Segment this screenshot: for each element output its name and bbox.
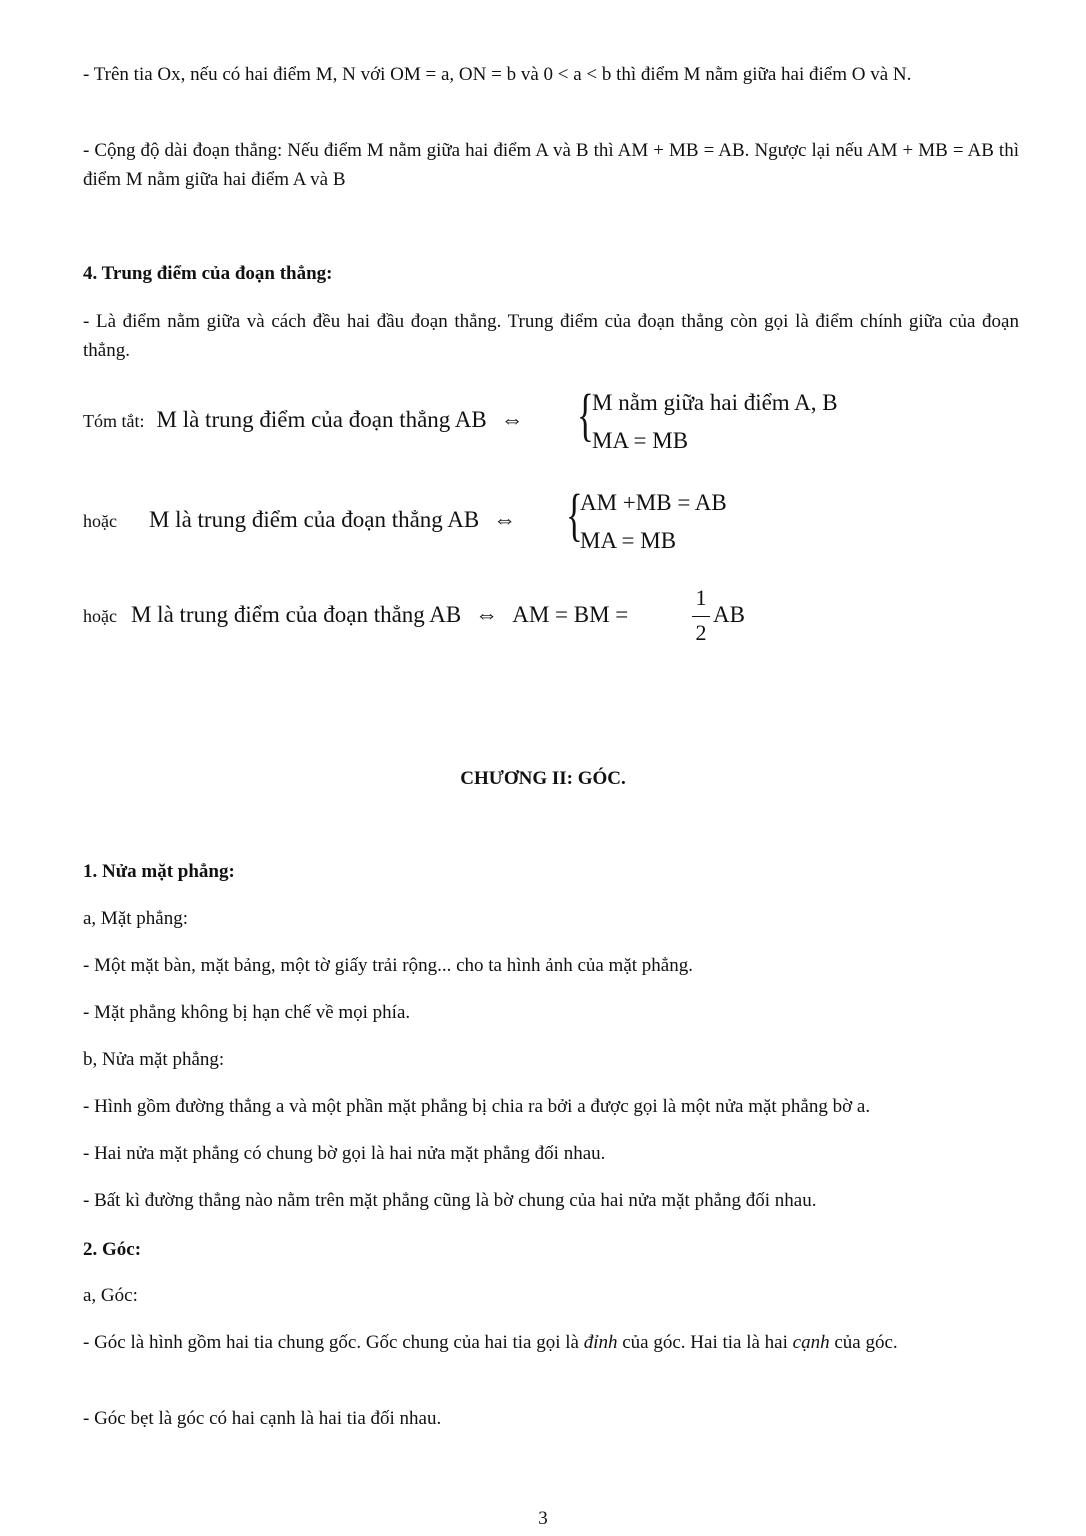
system2-line1: AM +MB = AB: [580, 490, 727, 515]
brace-system-1: {: [577, 382, 594, 447]
summary-label: Tóm tắt:: [83, 411, 145, 431]
equation-alt-2: [83, 602, 628, 628]
fraction-denominator: 2: [695, 620, 707, 645]
angle-def-part2: của góc. Hai tia là hai: [617, 1332, 793, 1353]
equation-statement: M là trung điểm của đoạn thẳng AB: [156, 407, 487, 432]
paragraph-angle-definition: [83, 1328, 1019, 1357]
list-item: - Bất kì đường thẳng nào nằm trên mặt phẳng cũng là bờ chung của hai nửa mặt phẳng đối nhau.: [83, 1190, 817, 1211]
heading-half-plane: 1. Nửa mặt phẳng:: [83, 861, 235, 882]
list-item: - Hai nửa mặt phẳng có chung bờ gọi là hai nửa mặt phẳng đối nhau.: [83, 1143, 606, 1164]
equation-alt-1: [83, 507, 516, 533]
iff-symbol: ⇔: [493, 507, 517, 532]
equation-lhs: AM = BM =: [512, 602, 629, 627]
system2-line2: MA = MB: [580, 528, 677, 553]
angle-def-part1: - Góc là hình gồm hai tia chung gốc. Gốc chung của hai tia gọi là: [83, 1332, 584, 1353]
fraction-bar: [692, 616, 710, 617]
equation-statement: M là trung điểm của đoạn thẳng AB: [130, 602, 462, 627]
list-item: - Góc bẹt là góc có hai cạnh là hai tia đối nhau.: [83, 1408, 442, 1429]
iff-symbol: ⇔: [475, 602, 499, 627]
or-label: hoặc: [83, 606, 117, 626]
heading-midpoint: 4. Trung điểm của đoạn thẳng:: [83, 263, 333, 284]
page-number: 3: [538, 1508, 548, 1529]
term-vertex: đỉnh: [583, 1332, 618, 1353]
brace-system-2: {: [566, 482, 583, 547]
system1-line2: MA = MB: [592, 428, 689, 453]
subheading-plane: a, Mặt phẳng:: [83, 908, 189, 929]
paragraph-ray-points: - Trên tia Ox, nếu có hai điểm M, N với OM = a, ON = b và 0 < a < b thì điểm M nằm giữa hai điểm O và N.: [83, 64, 912, 85]
list-item: - Hình gồm đường thẳng a và một phần mặt phẳng bị chia ra bởi a được gọi là một nửa mặt phẳng bờ a.: [83, 1096, 871, 1117]
chapter-title: CHƯƠNG II: GÓC.: [460, 768, 626, 789]
subheading-angle: a, Góc:: [83, 1285, 138, 1306]
equation-rhs: AB: [713, 602, 745, 627]
equation-summary: [83, 407, 524, 433]
system1-line1: M nằm giữa hai điểm A, B: [592, 390, 838, 415]
fraction-numerator: 1: [695, 585, 707, 610]
list-item: - Mặt phẳng không bị hạn chế về mọi phía.: [83, 1002, 411, 1023]
angle-def-part3: của góc.: [829, 1332, 898, 1353]
term-side: cạnh: [792, 1332, 830, 1353]
iff-symbol: ⇔: [500, 407, 524, 432]
heading-angle: 2. Góc:: [83, 1239, 142, 1260]
equation-statement: M là trung điểm của đoạn thẳng AB: [148, 507, 480, 532]
list-item: - Một mặt bàn, mặt bảng, một tờ giấy trải rộng... cho ta hình ảnh của mặt phẳng.: [83, 955, 693, 976]
or-label: hoặc: [83, 511, 117, 531]
paragraph-midpoint-definition: - Là điểm nằm giữa và cách đều hai đầu đoạn thẳng. Trung điểm của đoạn thẳng còn gọi là điểm chính giữa của đoạn thẳng.: [83, 311, 1019, 361]
subheading-half-plane: b, Nửa mặt phẳng:: [83, 1049, 225, 1070]
paragraph-segment-addition: - Cộng độ dài đoạn thẳng: Nếu điểm M nằm giữa hai điểm A và B thì AM + MB = AB. Ngược lại nếu AM + MB = AB thì điểm M nằm giữa hai điểm A và B: [83, 140, 1019, 190]
